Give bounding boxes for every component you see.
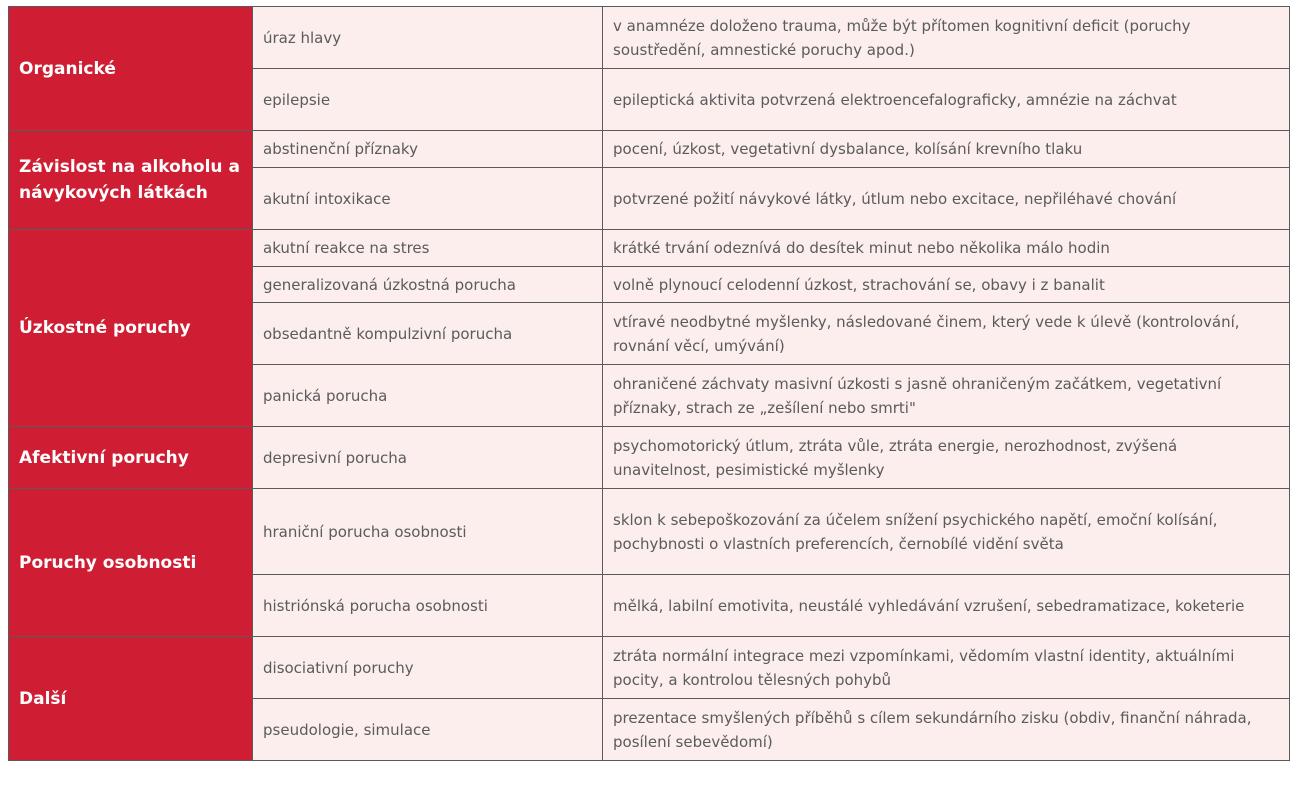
table-body <box>9 7 1290 761</box>
disorder-cell: obsedantně kompulzivní porucha <box>253 303 603 365</box>
disorder-cell: disociativní poruchy <box>253 637 603 699</box>
description-cell: ztráta normální integrace mezi vzpomínkami, vědomím vlastní identity, aktuálními pocity, a kontrolou tělesných pohybů <box>603 637 1290 699</box>
description-cell: vtíravé neodbytné myšlenky, následované činem, který vede k úlevě (kontrolování, rovnání věcí, umývání) <box>603 303 1290 365</box>
disorder-cell: generalizovaná úzkostná porucha <box>253 267 603 303</box>
description-cell: mělká, labilní emotivita, neustálé vyhledávání vzrušení, sebedramatizace, koketerie <box>603 575 1290 637</box>
category-cell: Závislost na alkoholu a návykových látkách <box>9 131 253 230</box>
description-cell: v anamnéze doloženo trauma, může být přítomen kognitivní deficit (poruchy soustředění, amnestické poruchy apod.) <box>603 7 1290 69</box>
disorder-cell: akutní intoxikace <box>253 168 603 230</box>
disorder-cell: abstinenční příznaky <box>253 131 603 168</box>
table-row <box>9 427 1290 489</box>
description-cell: potvrzené požití návykové látky, útlum nebo excitace, nepřiléhavé chování <box>603 168 1290 230</box>
table-row <box>9 131 1290 168</box>
description-cell: epileptická aktivita potvrzená elektroencefalograficky, amnézie na záchvat <box>603 69 1290 131</box>
category-cell: Poruchy osobnosti <box>9 489 253 637</box>
description-cell: psychomotorický útlum, ztráta vůle, ztráta energie, nerozhodnost, zvýšená unavitelnost, pesimistické myšlenky <box>603 427 1290 489</box>
description-cell: prezentace smyšlených příběhů s cílem sekundárního zisku (obdiv, finanční náhrada, posílení sebevědomí) <box>603 699 1290 761</box>
table-wrapper <box>8 6 1289 761</box>
description-cell: sklon k sebepoškozování za účelem snížení psychického napětí, emoční kolísání, pochybnosti o vlastních preferencích, černobílé vidění světa <box>603 489 1290 575</box>
disorder-cell: histriónská porucha osobnosti <box>253 575 603 637</box>
table-row <box>9 637 1290 699</box>
category-cell: Úzkostné poruchy <box>9 230 253 427</box>
disorder-cell: akutní reakce na stres <box>253 230 603 267</box>
category-cell: Další <box>9 637 253 761</box>
disorder-cell: depresivní porucha <box>253 427 603 489</box>
description-cell: ohraničené záchvaty masivní úzkosti s jasně ohraničeným začátkem, vegetativní příznaky, strach ze „zešílení nebo smrti" <box>603 365 1290 427</box>
description-cell: krátké trvání odeznívá do desítek minut nebo několika málo hodin <box>603 230 1290 267</box>
disorder-cell: úraz hlavy <box>253 7 603 69</box>
category-cell: Afektivní poruchy <box>9 427 253 489</box>
table-row <box>9 489 1290 575</box>
disorder-cell: panická porucha <box>253 365 603 427</box>
description-cell: volně plynoucí celodenní úzkost, strachování se, obavy i z banalit <box>603 267 1290 303</box>
category-cell: Organické <box>9 7 253 131</box>
table-row <box>9 230 1290 267</box>
description-cell: pocení, úzkost, vegetativní dysbalance, kolísání krevního tlaku <box>603 131 1290 168</box>
diagnosis-table <box>8 6 1290 761</box>
disorder-cell: hraniční porucha osobnosti <box>253 489 603 575</box>
table-row <box>9 7 1290 69</box>
disorder-cell: pseudologie, simulace <box>253 699 603 761</box>
disorder-cell: epilepsie <box>253 69 603 131</box>
